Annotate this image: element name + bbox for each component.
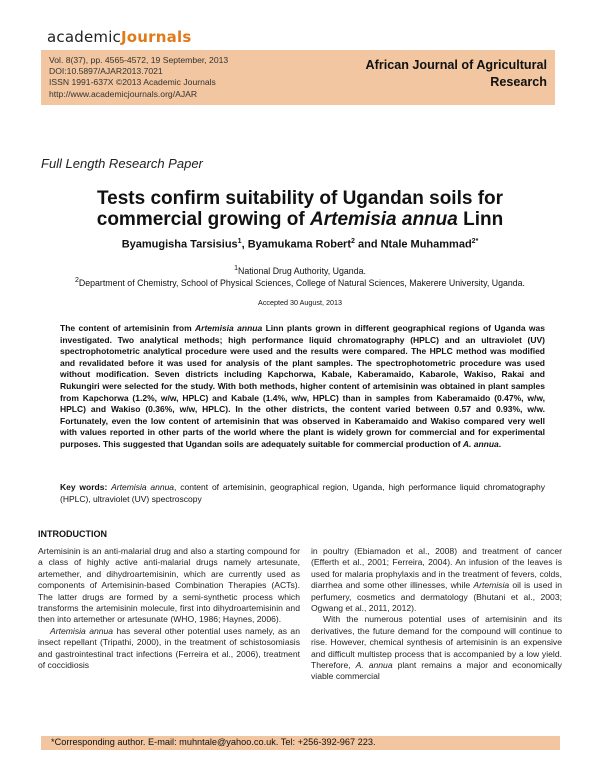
body-column-right	[311, 546, 562, 683]
keywords: Key words: Artemisia annua, content of artemisinin, geographical region, Uganda, high performance liquid chromatography (HPLC), ultraviolet (UV) spectroscopy	[60, 482, 546, 504]
author-list: Byamugisha Tarsisius$^1$, Byamukama Robert$^2$ and Ntale Muhammad$^{2*}$	[121, 238, 479, 251]
accepted-date: Accepted 30 August, 2013	[258, 298, 342, 307]
body-column-left	[38, 546, 300, 671]
paragraph: Artemisinin is an anti-malarial drug and also a starting compound for a class of highly active anti-malarial drugs namely artesunate, artemether, and dihydroartemisinin, which are currently used as components of Artemisinin-based Combination Therapies (ACTs). The latter drugs are formed by a semi-synthetic process which transforms the artemisinin molecule, first into dihydroartemisinin and then into artemether or artesunate (WHO, 1986; Haynes, 2006).	[38, 546, 300, 625]
issn-line: ISSN 1991-637X ©2013 Academic Journals	[49, 77, 216, 88]
section-heading-introduction: INTRODUCTION	[38, 529, 107, 539]
paper-type: Full Length Research Paper	[41, 156, 203, 171]
publication-meta	[49, 55, 228, 100]
paper-title	[60, 188, 540, 230]
affiliation-2: $^2$Department of Chemistry, School of Physical Sciences, College of Natural Sciences, Makerere University, Uganda.	[75, 277, 525, 288]
journal-info-box	[41, 50, 555, 105]
corresponding-author-footnote: *Corresponding author. E-mail: muhntale@yahoo.co.uk. Tel: +256-392-967 223.	[41, 736, 560, 750]
volume-line: Vol. 8(37), pp. 4565-4572, 19 September, 2013	[49, 55, 229, 65]
paragraph: With the numerous potential uses of artemisinin and its derivatives, the future demand for the compound will continue to rise. However, chemical synthesis of artemisinin is an expensive and difficult multistep process that is accompanied by a low yield. Therefore, A. annua plant remains a major and economically viable commercial	[311, 614, 562, 682]
journal-name: African Journal of Agricultural Research	[365, 58, 547, 89]
affiliation-1: $^1$National Drug Authority, Uganda.	[234, 265, 366, 276]
doi-line: DOI:10.5897/AJAR2013.7021	[49, 66, 163, 77]
title-line-1: Tests confirm suitability of Ugandan soils for	[96, 188, 504, 209]
url-line: http://www.academicjournals.org/AJAR	[49, 88, 198, 99]
paragraph: in poultry (Ebiamadon et al., 2008) and treatment of cancer (Efferth et al., 2001; Ferreira, 2004). An infusion of the leaves is used for malaria prophylaxis and in the treatment of fevers, colds, diarrhea and some other illinesses, while Artemisia oil is used in perfumery, cosmetics and dermatology (Bhutani et al., 2003; Ogwang et al., 2011, 2012).	[311, 546, 562, 614]
abstract: The content of artemisinin from Artemisia annua Linn plants grown in different geographical regions of Uganda was investigated. Two analytical methods; high performance liquid chromatography (HPLC) and an ultraviolet (UV) spectrophotometric analytical procedure were used and the results were compared. The HPLC method was modified and revalidated before it was used for analysis of the plant samples. The spectrophotometric procedure was used without modification. Seven districts including Kapchorwa, Kabale, Kaberamaido, Kabarole, Wakiso, Rakai and Rukungiri were selected for the study. With both methods, higher content of artemisinin was obtained in plant samples from Kapchorwa (1.2%, w/w, HPLC) and Kabale (1.4%, w/w, HPLC) than in samples from Kaberamaido (0.47%, w/w, HPLC) and Wakiso (0.36%, w/w, HPLC). In the other districts, the content varied between 0.57 and 0.93%, w/w. Fortunately, even the low content of artemisinin that was observed in Kaberamaido and Wakiso compared very well with values reported in other parts of the world where the plant is widely grown for commercial and for experimental purposes. This suggested that Ugandan soils are adequately suitable for commercial production of A. annua.	[60, 323, 545, 449]
publisher-logo: academicJournals	[47, 28, 192, 46]
paragraph: Artemisia annua has several other potential uses namely, as an insect repellant (Tripathi, 2000), in the treatment of schistosomiasis and gastrointestinal tract infections (Ferreira et al., 2006), treatment of coccidiosis	[38, 625, 300, 671]
title-line-2: commercial growing of Artemisia annua Linn	[96, 209, 504, 230]
